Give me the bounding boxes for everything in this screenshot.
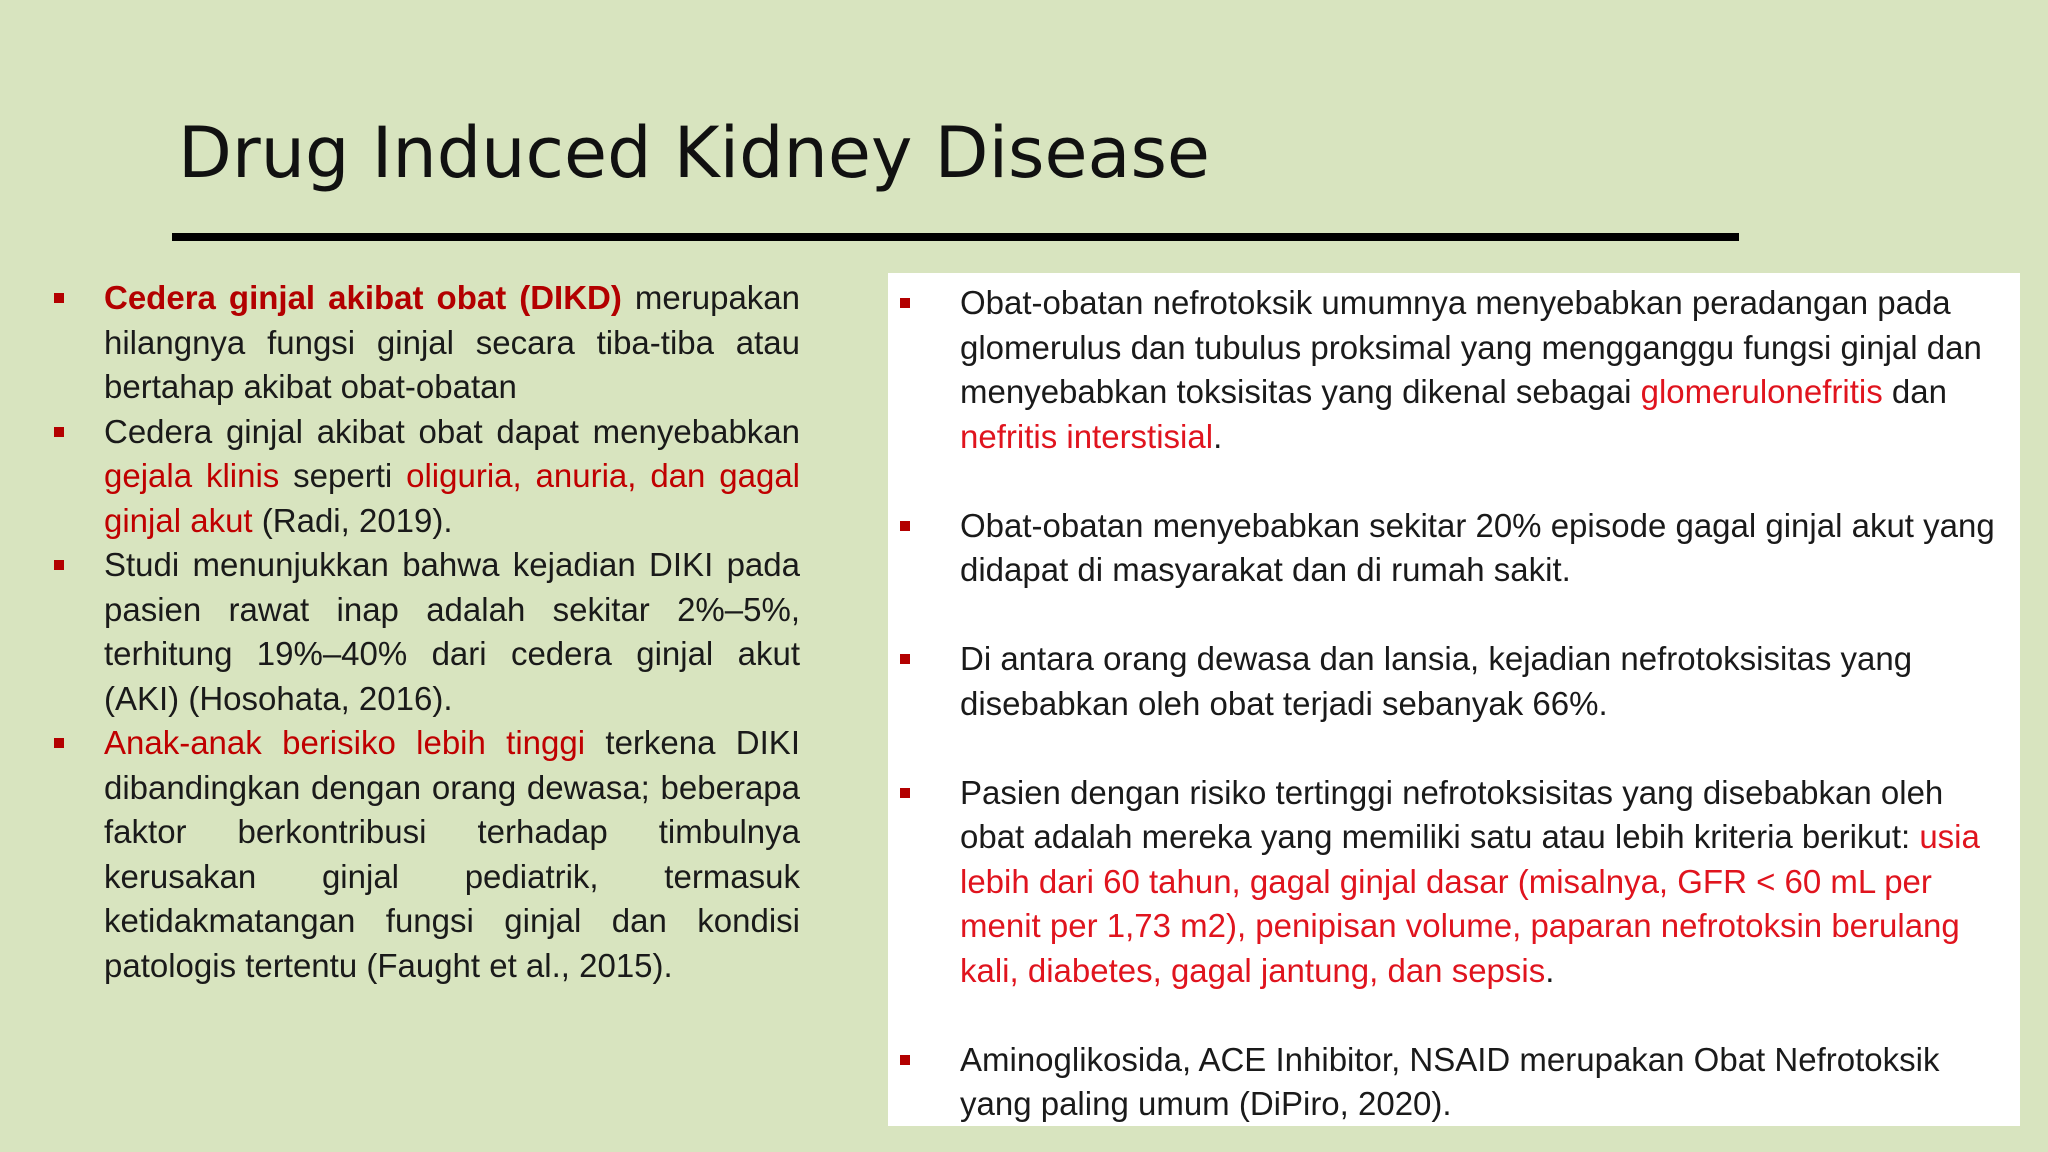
body-text: Obat-obatan menyebabkan sekitar 20% episode gagal ginjal akut yang didapat di masyarakat dan di rumah sakit.	[960, 506, 1995, 588]
square-bullet-icon	[900, 788, 910, 798]
body-text: .	[1545, 951, 1555, 989]
body-text: merupakan hilangnya fungsi ginjal secara tiba-tiba atau bertahap akibat obat-obatan	[104, 279, 801, 405]
highlight-text: Cedera ginjal akibat obat (DIKD)	[104, 279, 622, 316]
square-bullet-icon	[54, 293, 64, 303]
square-bullet-icon	[54, 738, 64, 748]
highlight-text: usia lebih dari 60 tahun, gagal ginjal dasar (misalnya, GFR < 60 mL per menit per 1,73 m2), penipisan volume, paparan nefrotoksin berulang kali, diabetes, gagal jantung, dan sepsis	[960, 818, 1980, 989]
left-bullet-item	[52, 721, 800, 988]
highlight-text: glomerulonefritis	[1640, 373, 1883, 410]
highlight-text: gejala klinis	[104, 457, 280, 494]
left-bullet-item	[52, 410, 800, 544]
highlight-text: oliguria, anuria, dan gagal ginjal akut	[104, 457, 801, 539]
right-bullet-list	[900, 281, 2000, 1127]
square-bullet-icon	[54, 560, 64, 570]
left-bullet-list	[52, 276, 800, 988]
slide-title: Drug Induced Kidney Disease	[178, 112, 1210, 194]
body-text: Obat-obatan nefrotoksik umumnya menyebabkan peradangan pada glomerulus dan tubulus proksimal yang mengganggu fungsi ginjal dan menyebabkan toksisitas yang dikenal sebagai	[960, 284, 1982, 410]
right-bullet-item	[900, 1038, 2000, 1127]
body-text: Cedera ginjal akibat obat dapat menyebabkan	[104, 412, 800, 450]
left-bullet-item	[52, 276, 800, 410]
square-bullet-icon	[900, 654, 910, 664]
highlight-text: nefritis interstisial	[960, 417, 1214, 455]
body-text: Pasien dengan risiko tertinggi nefrotoksisitas yang disebabkan oleh obat adalah mereka yang memiliki satu atau lebih kriteria berikut:	[960, 773, 1944, 855]
right-content-panel	[888, 273, 2020, 1126]
body-text: seperti	[279, 457, 407, 494]
square-bullet-icon	[900, 521, 910, 531]
right-bullet-item	[900, 637, 2000, 726]
right-bullet-item	[900, 771, 2000, 994]
square-bullet-icon	[900, 298, 910, 308]
square-bullet-icon	[54, 427, 64, 437]
square-bullet-icon	[900, 1055, 910, 1065]
body-text: .	[1213, 417, 1223, 455]
left-bullet-item	[52, 543, 800, 721]
right-bullet-item	[900, 281, 2000, 459]
body-text: (Radi, 2019).	[252, 501, 453, 539]
highlight-text: Anak-anak berisiko lebih tinggi	[104, 724, 586, 761]
title-divider	[172, 233, 1739, 241]
body-text: dan	[1882, 373, 1947, 410]
body-text: Aminoglikosida, ACE Inhibitor, NSAID merupakan Obat Nefrotoksik yang paling umum (DiPiro, 2020).	[960, 1040, 1940, 1122]
right-bullet-item	[900, 504, 2000, 593]
body-text: Di antara orang dewasa dan lansia, kejadian nefrotoksisitas yang disebabkan oleh obat terjadi sebanyak 66%.	[960, 640, 1913, 722]
body-text: terkena DIKI dibandingkan dengan orang dewasa; beberapa faktor berkontribusi terhadap timbulnya kerusakan ginjal pediatrik, termasuk ketidakmatangan fungsi ginjal dan kondisi patologis tertentu (Faught et al., 2015).	[104, 724, 800, 984]
body-text: Studi menunjukkan bahwa kejadian DIKI pada pasien rawat inap adalah sekitar 2%–5%, terhitung 19%–40% dari cedera ginjal akut (AKI) (Hosohata, 2016).	[104, 546, 800, 717]
